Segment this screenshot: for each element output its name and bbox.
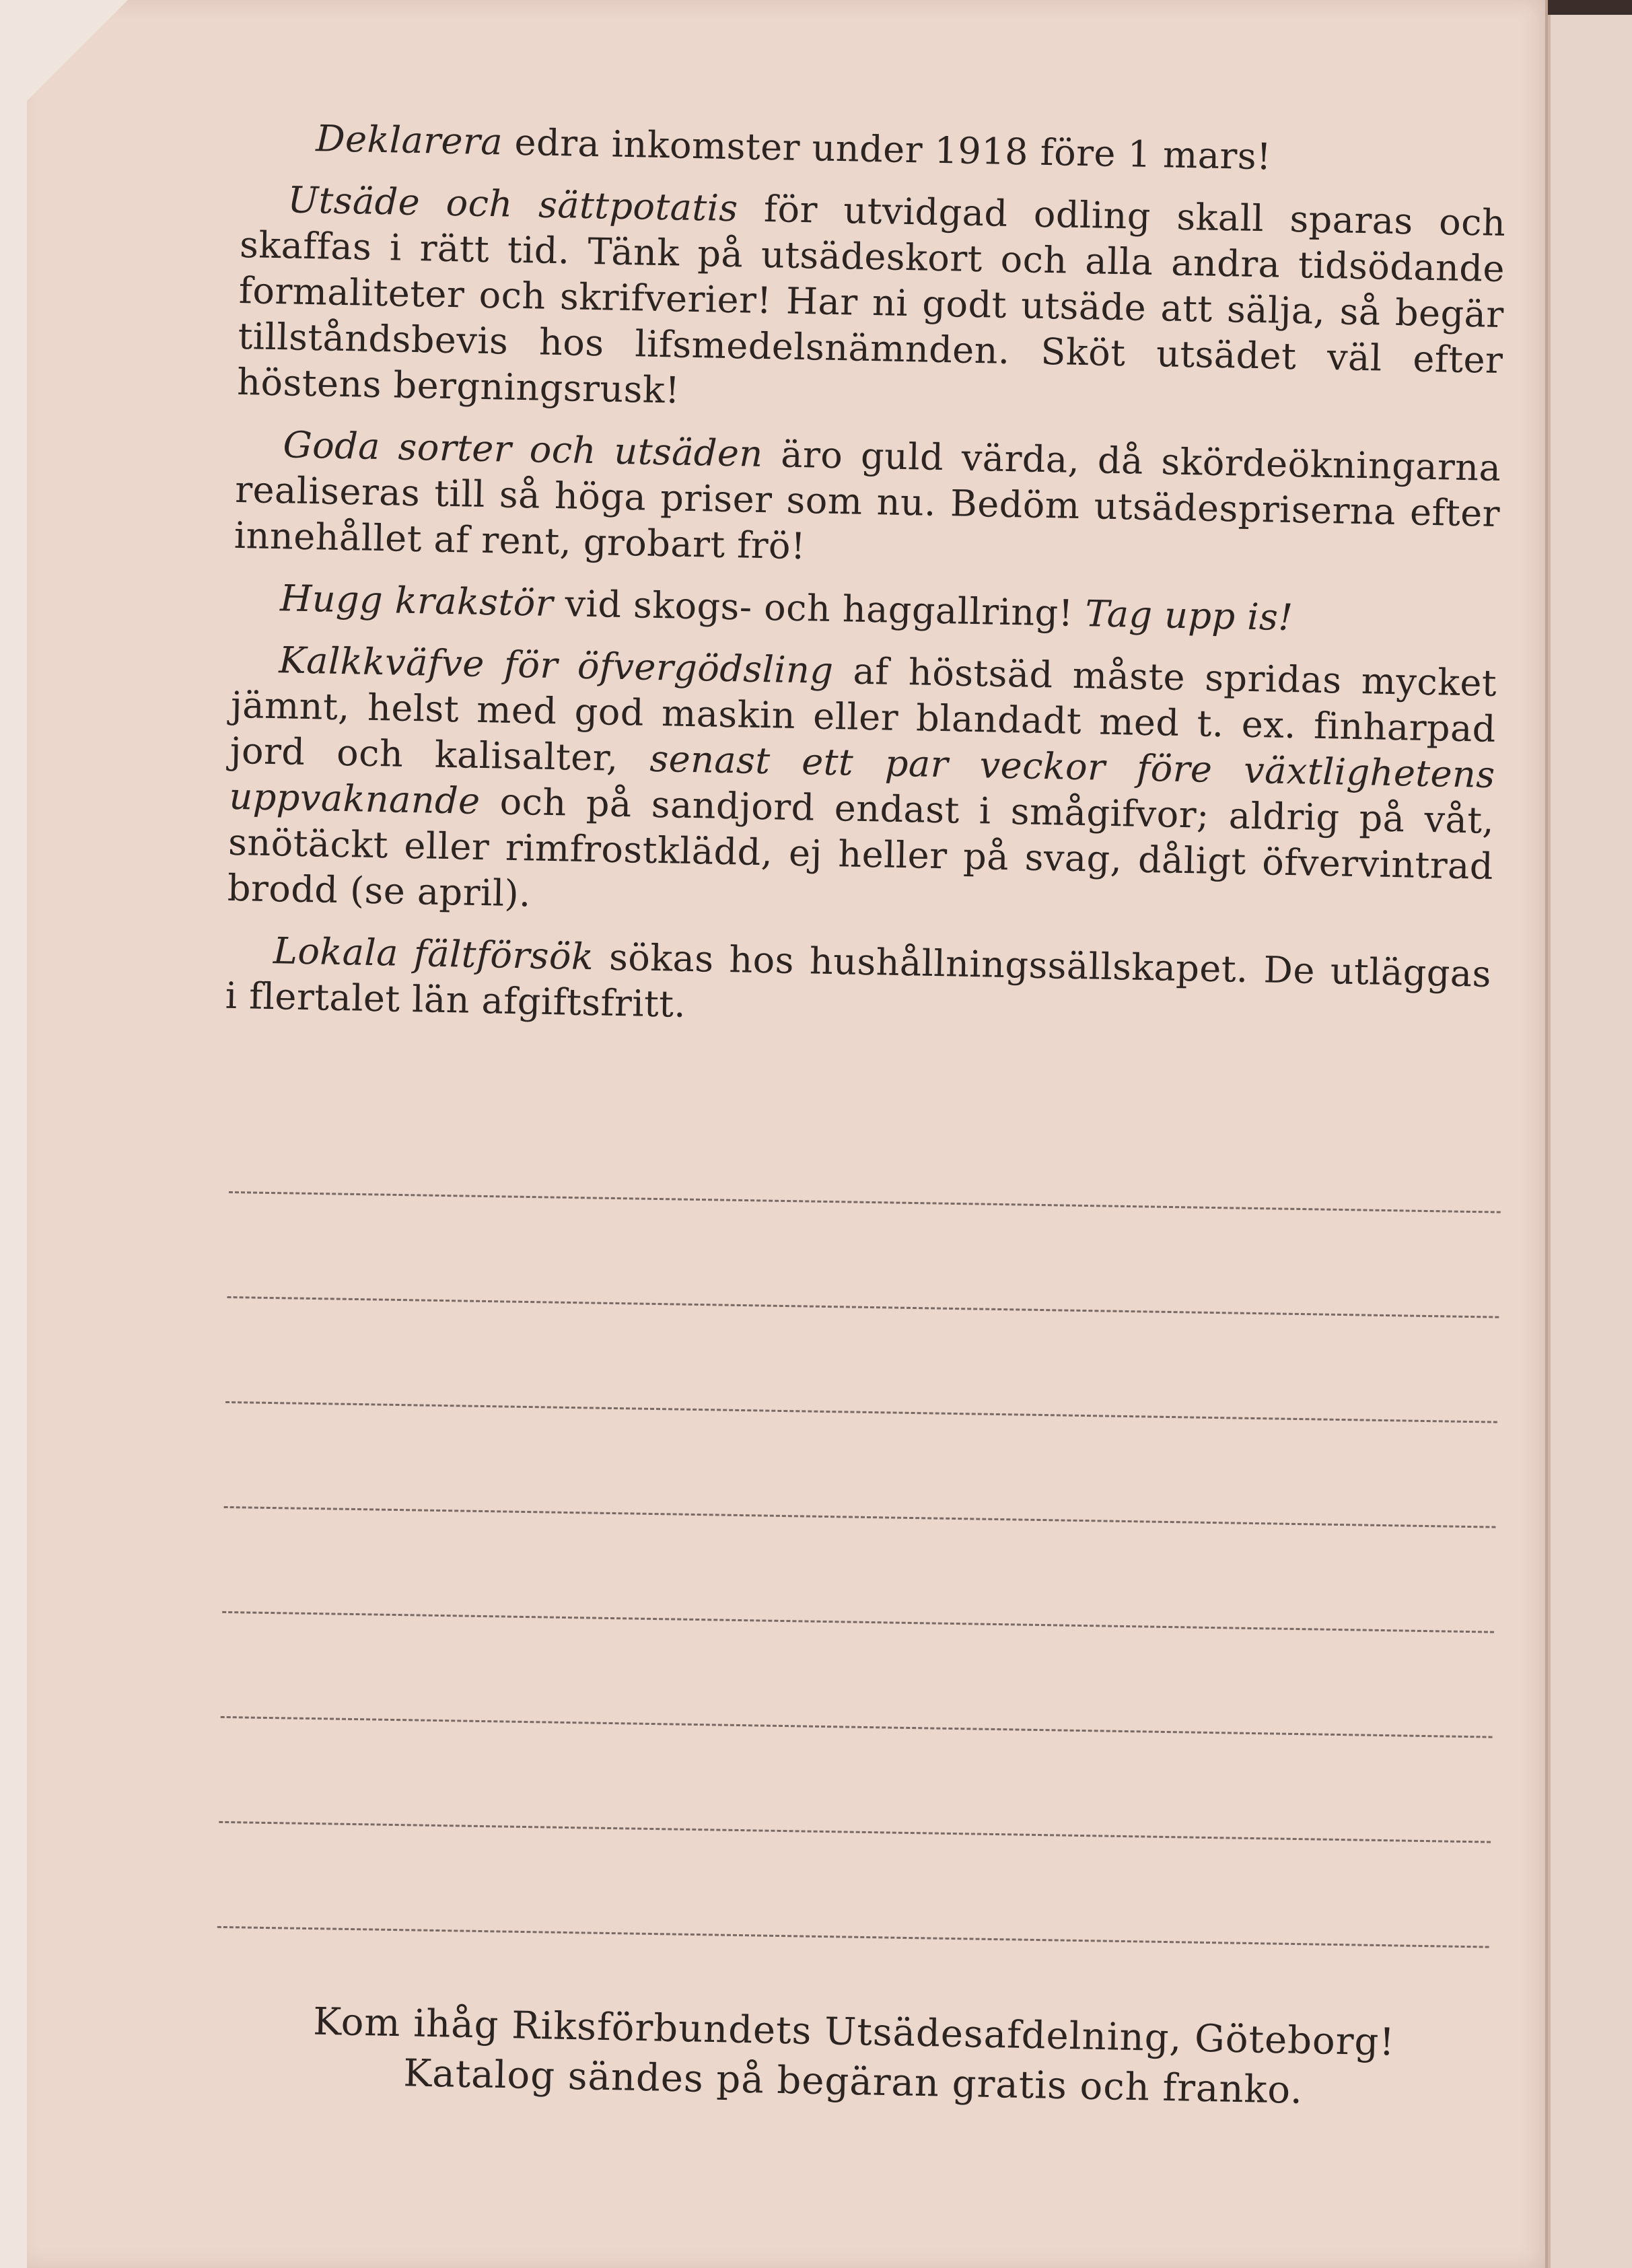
note-lines — [215, 1191, 1500, 2051]
paragraph-lead: Goda sorter och utsäden — [282, 423, 764, 475]
paragraph-body: af höstsäd måste spridas mycket jämnt, helst med god maskin eller blandadt med t. ex. finharpad jord och kalisalter, — [229, 649, 1497, 780]
paragraph-lead: Hugg krakstör — [279, 577, 554, 625]
dotted-rule — [219, 1821, 1491, 1843]
paragraph-body: äro guld värda, då skördeökningarna realiseras till så höga priser som nu. Bedöm utsädespriserna efter innehållet af rent, grobart frö! — [234, 432, 1501, 568]
paragraph-tail: Tag upp is! — [1084, 592, 1294, 639]
paragraph-body: för utvidgad odling skall sparas och skaffas i rätt tid. Tänk på utsädeskort och alla andra tidsödande formaliteter och skrifverier! Har ni godt utsäde att sälja, så begär tillståndsbevis hos lifsmedelsnämnden. Sköt utsädet väl efter höstens bergningsrusk! — [236, 187, 1506, 412]
dotted-rule — [224, 1506, 1496, 1528]
paragraph-body: vid skogs- och haggallring! — [553, 582, 1086, 635]
footer-line-2: Katalog sändes på begäran gratis och franko. — [402, 2051, 1304, 2113]
paragraph-kalkkvafve — [227, 637, 1497, 935]
footer-line-1: Kom ihåg Riksförbundets Utsädesafdelning, Göteborg! — [312, 1999, 1396, 2065]
dotted-rule — [222, 1611, 1494, 1633]
paragraph-body: sökas hos hushållningssällskapet. De utläggas i flertalet län afgiftsfritt. — [225, 935, 1492, 1026]
dotted-rule — [227, 1296, 1499, 1318]
page-text — [225, 114, 1507, 1043]
paragraph-body-cont: och på sandjord endast i smågifvor; aldrig på våt, snötäckt eller rimfrostklädd, ej heller på svag, dåligt öfvervintrad brodd (se april). — [227, 779, 1495, 915]
paragraph-lead: Utsäde och sättpotatis — [287, 178, 739, 230]
paragraph-goda-sorter — [234, 421, 1501, 583]
facing-page-edge — [1548, 0, 1632, 2268]
dotted-rule — [217, 1926, 1489, 1948]
paragraph-utsade — [237, 176, 1506, 429]
dotted-rule — [225, 1401, 1497, 1423]
paragraph-lead: Lokala fältförsök — [273, 929, 594, 979]
book-cover-corner — [1548, 0, 1632, 15]
paragraph-lead: Deklarera — [315, 117, 503, 164]
dotted-rule — [221, 1716, 1493, 1738]
paragraph-hugg-krakstor — [233, 575, 1499, 645]
paragraph-body: edra inkomster under 1918 före 1 mars! — [502, 120, 1272, 178]
paragraph-mid-italic: senast ett par veckor före växtlighetens uppvaknande — [228, 737, 1496, 822]
paragraph-lead: Kalkkväfve för öfvergödsling — [278, 639, 835, 693]
